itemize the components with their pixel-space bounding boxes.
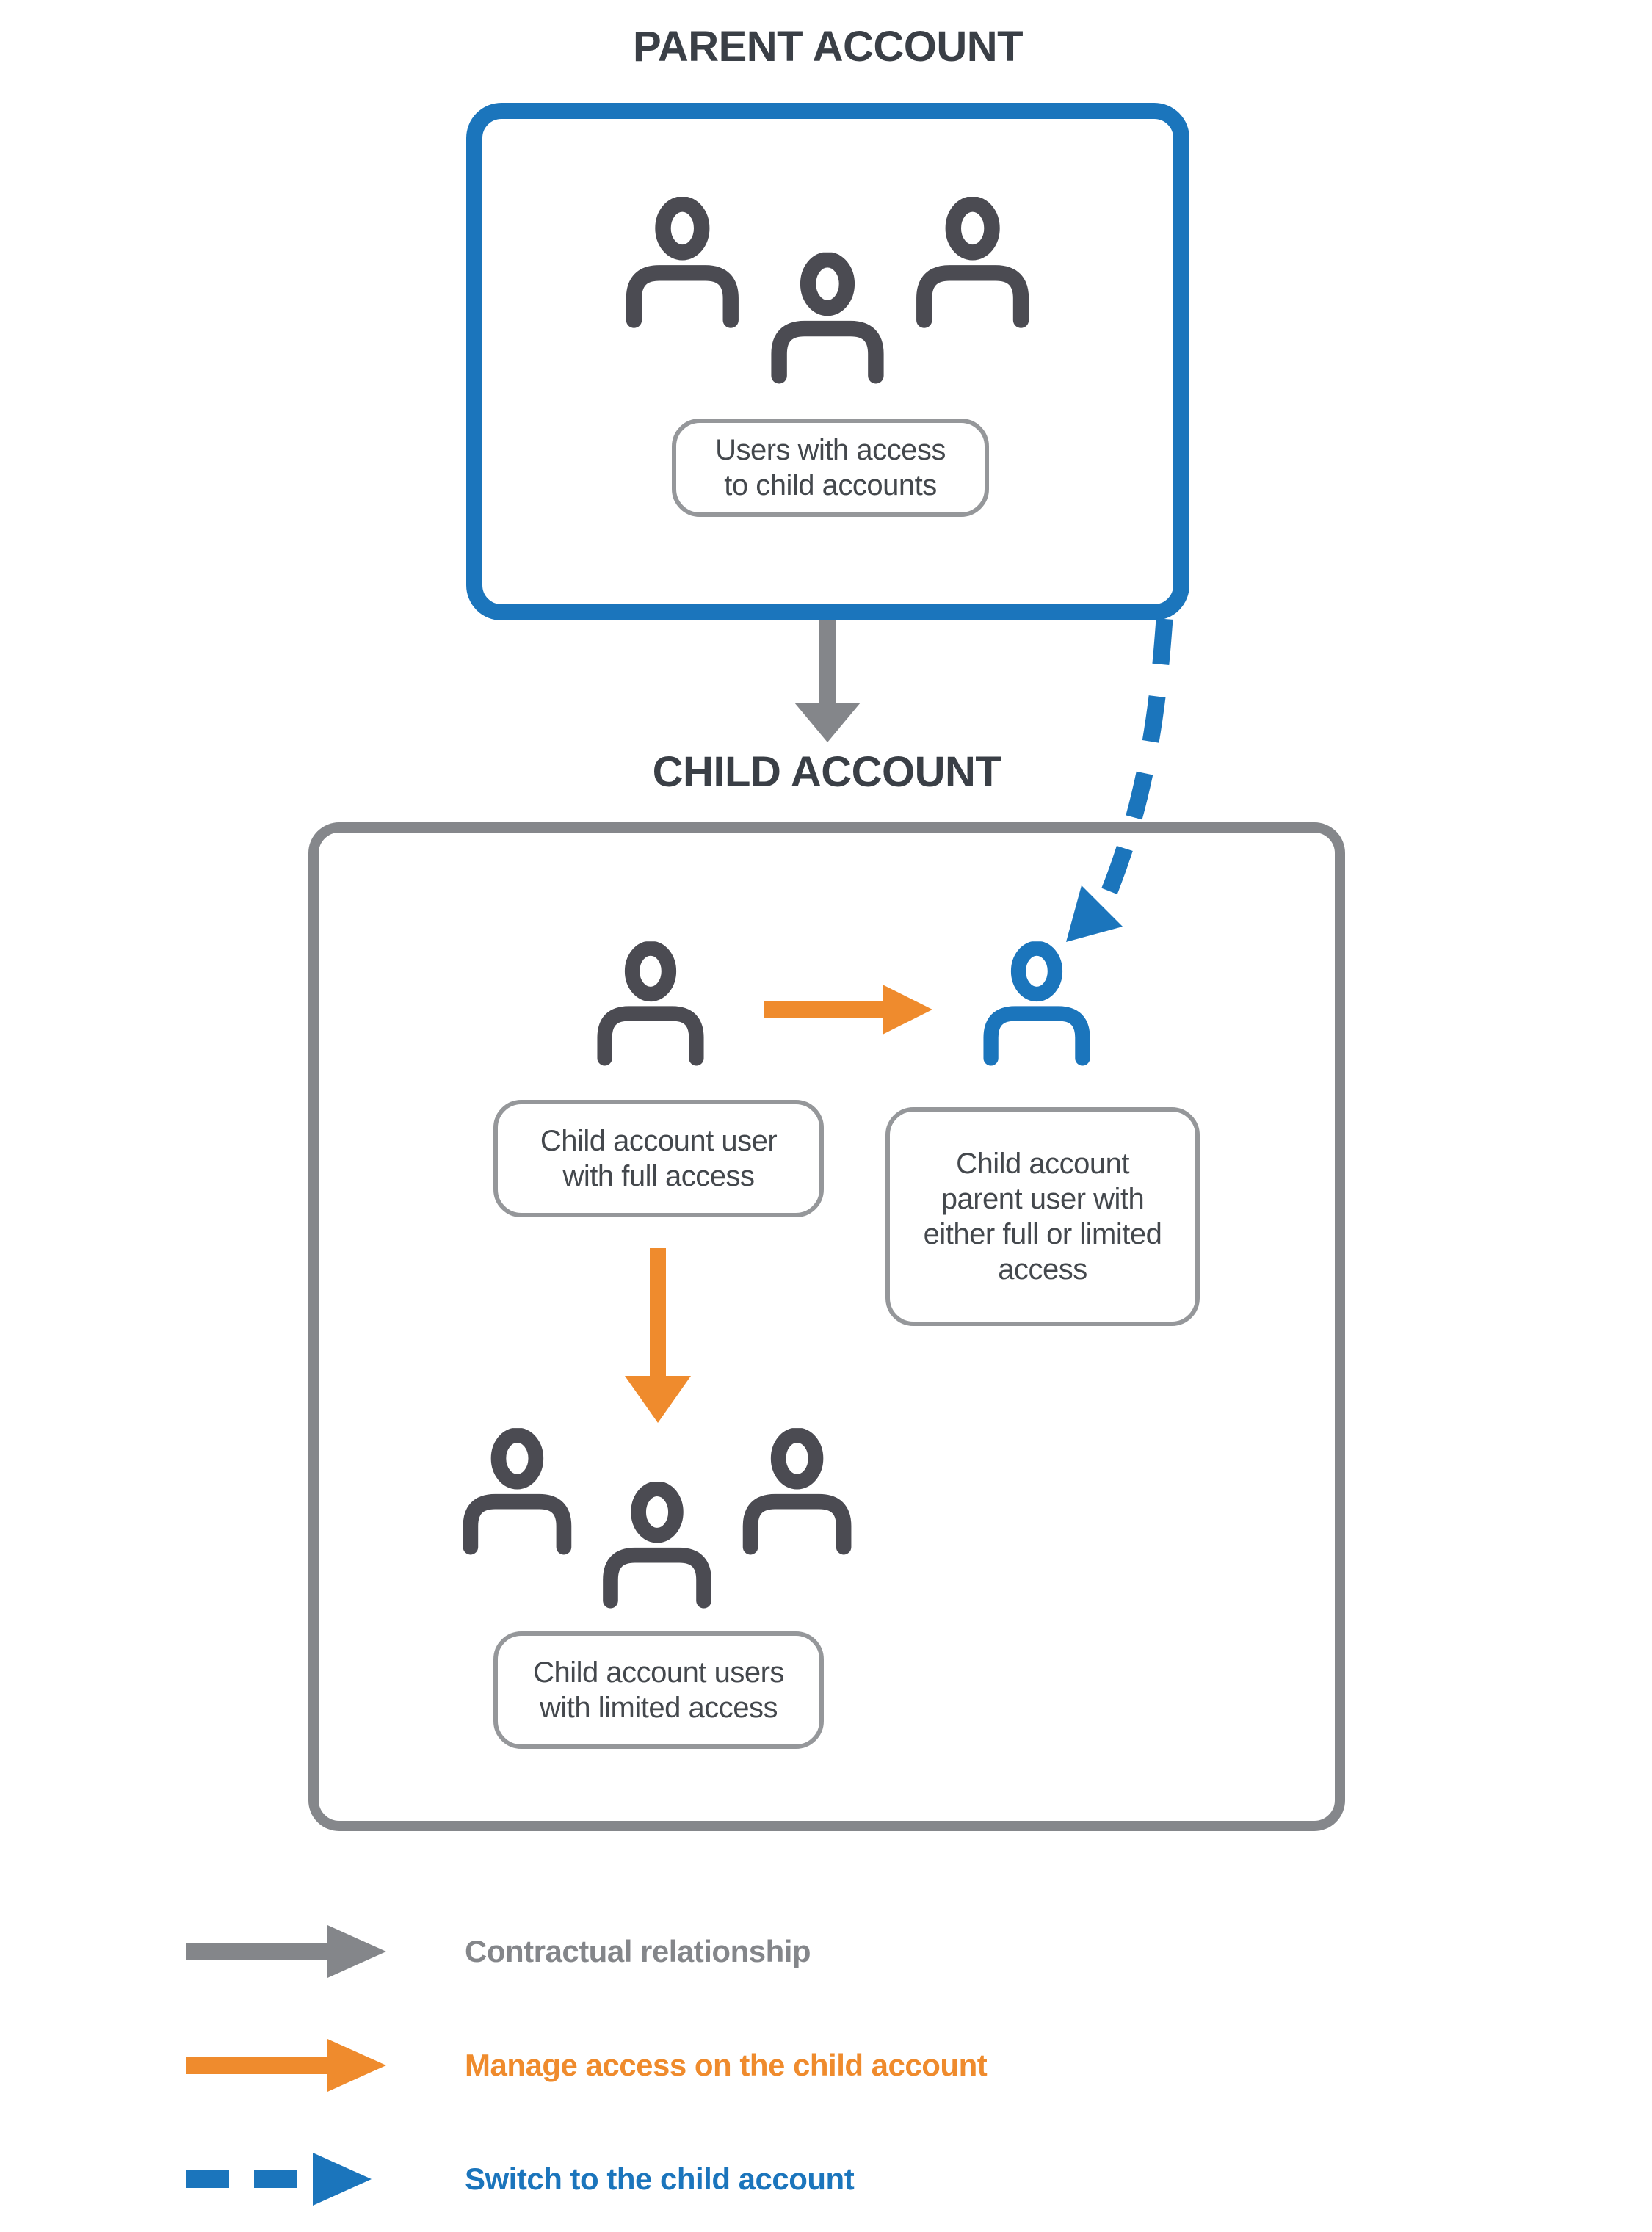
solid-gray-arrow-icon <box>184 1915 389 1988</box>
full-access-label <box>493 1100 824 1217</box>
legend-switch-account-label: Switch to the child account <box>465 2162 855 2196</box>
legend-contractual-label: Contractual relationship <box>465 1934 811 1968</box>
contractual-arrow-icon <box>794 620 861 744</box>
legend-manage-access-label: Manage access on the child account <box>465 2048 988 2082</box>
parent-account-title: PARENT ACCOUNT <box>632 23 1024 70</box>
child-account-title: CHILD ACCOUNT <box>652 748 1001 796</box>
full-access-label-text: Child account user with full access <box>540 1125 778 1192</box>
users-group-icon <box>622 197 1033 385</box>
parent-user-label <box>885 1107 1200 1326</box>
switch-account-dashed-arrow-icon <box>1028 612 1226 964</box>
limited-users-label <box>493 1631 824 1749</box>
users-group-icon <box>459 1428 855 1610</box>
dashed-blue-arrow-icon <box>184 2142 389 2216</box>
manage-access-down-arrow-icon <box>625 1248 691 1424</box>
limited-users-label-text: Child account users with limited access <box>533 1656 784 1724</box>
parent-users-label <box>672 418 989 517</box>
solid-orange-arrow-icon <box>184 2029 389 2102</box>
parent-user-label-text: Child account parent user with either full or limited access <box>923 1148 1162 1286</box>
child-account-box <box>308 822 1345 1831</box>
user-icon <box>593 941 708 1068</box>
manage-access-arrow-icon <box>764 976 932 1043</box>
parent-users-label-text: Users with access to child accounts <box>715 434 946 501</box>
